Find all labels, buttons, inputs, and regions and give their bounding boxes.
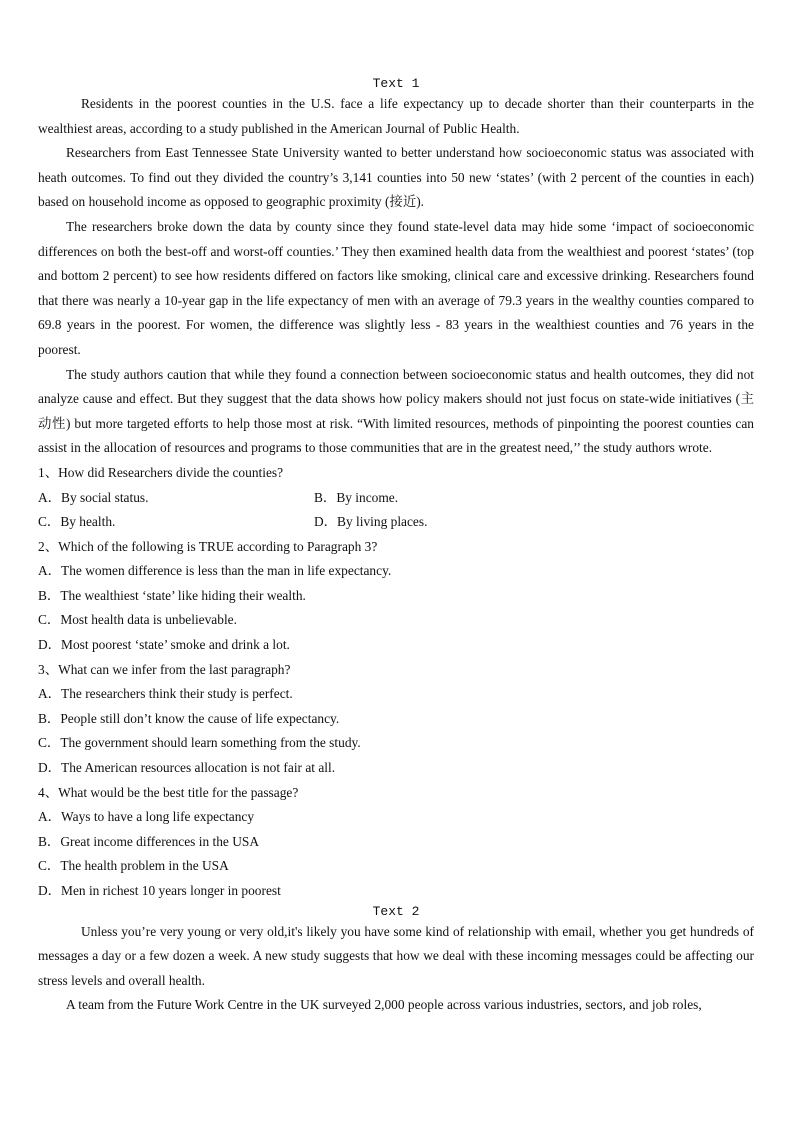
option-a[interactable]: A．Ways to have a long life expectancy <box>38 809 255 825</box>
text2-paragraph-1: Unless you’re very young or very old,it's likely you have some kind of relationship with email, whether you get hundreds of messages a day or a few dozen a week. A new study suggests that how we deal with these incoming messages could be affecting our stress levels and overall health. <box>38 923 754 988</box>
text1-paragraph-1: Residents in the poorest counties in the U.S. face a life expectancy up to decade shorter than their counterparts in the wealthiest areas, according to a study published in the American Journal of Public Health. <box>38 96 754 136</box>
option-d[interactable]: D．By living places. <box>314 514 428 530</box>
text1-paragraph-3: The researchers broke down the data by county since they found state-level data may hide some ‘impact of socioeconomic differences on both the best-off and worst-off counties.’ They then examined health data from the wealthiest and poorest ‘states’ (top and bottom 2 percent) to see how residents differed on factors like smoking, clinical care and excessive drinking. Researchers found that there was nearly a 10-year gap in the life expectancy of men with an average of 79.3 years in the wealthy counties compared to 69.8 years in the poorest. For women, the difference was slightly less - 83 years in the wealthiest counties and 76 years in the poorest. <box>38 218 754 357</box>
option-b[interactable]: B．By income. <box>314 489 399 505</box>
question-1 <box>38 461 754 535</box>
option-a[interactable]: A．The researchers think their study is perfect. <box>38 686 293 702</box>
question-stem: 1、How did Researchers divide the counties? <box>38 464 284 480</box>
option-a[interactable]: A．The women difference is less than the man in life expectancy. <box>38 563 392 579</box>
option-b[interactable]: B．Great income differences in the USA <box>38 833 260 849</box>
question-stem: 3、What can we infer from the last paragraph? <box>38 661 291 677</box>
option-c[interactable]: C．Most health data is unbelievable. <box>38 612 237 628</box>
option-c[interactable]: C．The health problem in the USA <box>38 858 229 874</box>
text1-title: Text 1 <box>372 76 420 91</box>
option-d[interactable]: D．The American resources allocation is not fair at all. <box>38 760 336 776</box>
text1-paragraph-2: Researchers from East Tennessee State University wanted to better understand how socioeconomic status was associated with heath outcomes. To find out they divided the country’s 3,141 counties into 50 new ‘states’ (with 2 percent of the counties in each) based on household income as opposed to geographic proximity (接近). <box>38 145 754 210</box>
question-4 <box>38 781 754 904</box>
question-stem: 2、Which of the following is TRUE according to Paragraph 3? <box>38 538 378 554</box>
text1-paragraph-4: The study authors caution that while they found a connection between socioeconomic status and health outcomes, they did not analyze cause and effect. But they suggest that the data shows how policy makers should not just focus on state-wide initiatives (主动性) but more targeted efforts to help those most at risk. “With limited resources, methods of pinpointing the poorest counties can assist in the allocation of resources and programs to those communities that are in the greatest need,’’ the study authors wrote. <box>38 366 754 456</box>
option-d[interactable]: D．Most poorest ‘state’ smoke and drink a lot. <box>38 637 290 653</box>
text2-paragraph-2: A team from the Future Work Centre in the UK surveyed 2,000 people across various industries, sectors, and job roles, <box>66 997 702 1013</box>
option-c[interactable]: C．By health. <box>38 514 116 530</box>
question-3 <box>38 658 754 781</box>
question-2 <box>38 535 754 658</box>
option-a[interactable]: A．By social status. <box>38 489 149 505</box>
option-b[interactable]: B．People still don’t know the cause of life expectancy. <box>38 710 340 726</box>
question-stem: 4、What would be the best title for the passage? <box>38 784 299 800</box>
option-c[interactable]: C．The government should learn something from the study. <box>38 735 361 751</box>
text2-title: Text 2 <box>372 903 420 919</box>
option-b[interactable]: B．The wealthiest ‘state’ like hiding their wealth. <box>38 587 306 603</box>
document-page <box>38 76 754 1018</box>
option-d[interactable]: D．Men in richest 10 years longer in poorest <box>38 883 281 898</box>
